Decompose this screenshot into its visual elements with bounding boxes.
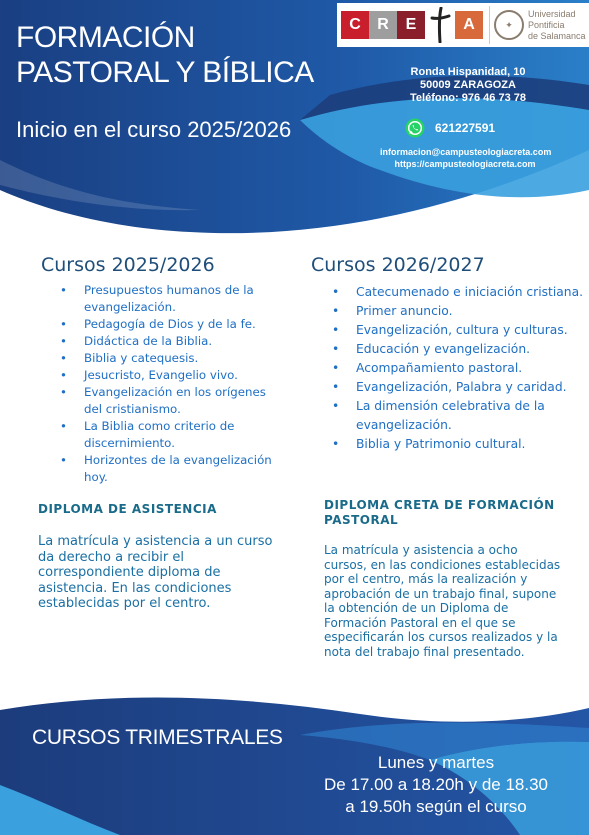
list-item: • Biblia y catequesis. (57, 350, 287, 367)
courses-2026-title: Cursos 2026/2027 (311, 254, 485, 276)
whatsapp-icon (405, 118, 425, 138)
list-item: • Primer anuncio. (329, 302, 584, 321)
schedule-block (300, 752, 572, 818)
whatsapp-row[interactable] (405, 118, 495, 138)
page-subtitle: Inicio en el curso 2025/2026 (16, 117, 292, 142)
email-link[interactable]: informacion@campusteologiacreta.com (380, 147, 552, 157)
creta-letter-a: A (455, 11, 483, 39)
online-contact (380, 146, 550, 170)
diploma-pastoral-title: DIPLOMA CRETA DE FORMACIÓN PASTORAL (324, 498, 555, 527)
courses-2025-list (57, 282, 287, 486)
list-item: • Jesucristo, Evangelio vivo. (57, 367, 287, 384)
address-line-1: Ronda Hispanidad, 10 (410, 66, 526, 78)
cross-icon (425, 7, 455, 43)
footer-title: CURSOS TRIMESTRALES (32, 726, 283, 749)
title-line-1: FORMACIÓN (16, 21, 195, 54)
diploma-attendance-text: La matrícula y asistencia a un curso da derecho a recibir el correspondiente diploma de asistencia. En las condiciones establecidas por el centro. (38, 534, 273, 611)
list-item: • Pedagogía de Dios y de la fe. (57, 316, 287, 333)
university-name-line-1: Universidad (528, 8, 576, 19)
university-seal-icon: ✦ (494, 10, 524, 40)
list-item: • Horizontes de la evangelización hoy. (57, 452, 287, 486)
list-item: • Acompañamiento pastoral. (329, 359, 584, 378)
contact-block (400, 66, 536, 105)
creta-letter-r: R (369, 11, 397, 39)
list-item: • Educación y evangelización. (329, 340, 584, 359)
diploma-attendance-title: DIPLOMA DE ASISTENCIA (38, 502, 217, 516)
list-item: • Presupuestos humanos de la evangelización. (57, 282, 287, 316)
list-item: • Evangelización, Palabra y caridad. (329, 378, 584, 397)
schedule-line-2: De 17.00 a 18.20h y de 18.30 (323, 775, 548, 794)
schedule-line-1: Lunes y martes (377, 753, 495, 772)
logo-strip (337, 3, 589, 47)
address-line-2: 50009 ZARAGOZA (420, 79, 516, 91)
website-link[interactable]: https://campusteologiacreta.com (394, 159, 536, 169)
university-logo (489, 6, 586, 44)
courses-2026-list (329, 283, 584, 454)
university-name-line-2: Pontificia (528, 19, 565, 30)
university-name-line-3: de Salamanca (528, 30, 586, 41)
creta-letter-c: C (341, 11, 369, 39)
list-item: • Evangelización en los orígenes del cristianismo. (57, 384, 287, 418)
courses-2025-title: Cursos 2025/2026 (41, 254, 215, 276)
title-line-2: PASTORAL Y BÍBLICA (16, 56, 314, 89)
schedule-line-3: a 19.50h según el curso (345, 797, 527, 816)
list-item: • Evangelización, cultura y culturas. (329, 321, 584, 340)
list-item: • La dimensión celebrativa de la evangelización. (329, 397, 584, 435)
diploma-pastoral-text: La matrícula y asistencia a ocho cursos, en las condiciones establecidas por el centro, más la realización y aprobación de un trabajo final, supone la obtención de un Diploma de Formación Pastoral en el que se especificarán los cursos realizados y la nota del trabajo final presentado. (324, 543, 561, 659)
list-item: • Catecumenado e iniciación cristiana. (329, 283, 584, 302)
phone-text: Teléfono: 976 46 73 78 (410, 92, 526, 104)
whatsapp-number: 621227591 (435, 121, 496, 135)
list-item: • Biblia y Patrimonio cultural. (329, 435, 584, 454)
page-title (16, 20, 314, 90)
creta-letter-e: E (397, 11, 425, 39)
list-item: • Didáctica de la Biblia. (57, 333, 287, 350)
list-item: • La Biblia como criterio de discernimiento. (57, 418, 287, 452)
creta-logo (341, 11, 483, 39)
